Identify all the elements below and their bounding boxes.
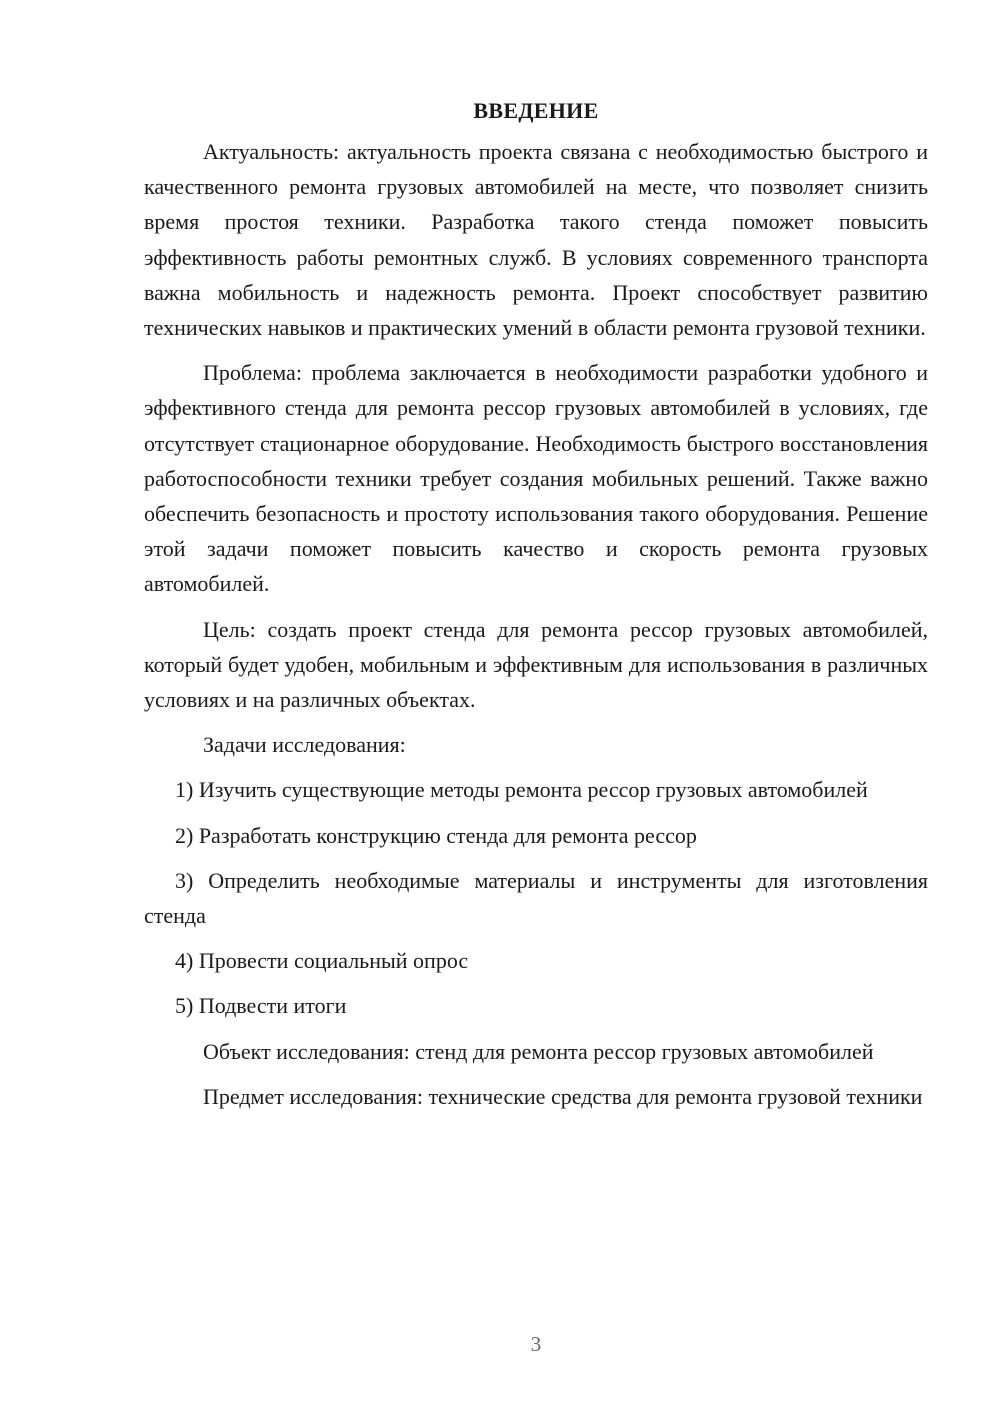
page-number: 3 [530,1332,542,1356]
tasks-heading: Задачи исследования: [203,732,406,758]
paragraph-object: Объект исследования: стенд для ремонта рессор грузовых автомобилей [203,1038,874,1064]
paragraph-subject: Предмет исследования: технические средства для ремонта грузовой техники [203,1083,923,1109]
paragraph-problem: Проблема: проблема заключается в необходимости разработки удобного и эффективного стенда для ремонта рессор грузовых автомобилей в условиях, где отсутствует стационарное оборудование. Необходимость быстрого восстановления работоспособности техники требует создания мобильных решений. Также важно обеспечить безопасность и простоту использования такого оборудования. Решение этой задачи поможет повысить качество и скорость ремонта грузовых автомобилей. [144,360,928,597]
task-item-3: 3) Определить необходимые материалы и инструменты для изготовления стенда [144,867,928,929]
paragraph-goal: Цель: создать проект стенда для ремонта рессор грузовых автомобилей, который будет удобен, мобильным и эффективным для использования в различных условиях и на различных объектах. [144,616,928,713]
page-content [144,96,928,1124]
paragraph-relevance: Актуальность: актуальность проекта связана с необходимостью быстрого и качественного ремонта грузовых автомобилей на месте, что позволяет снизить время простоя техники. Разработка такого стенда поможет повысить эффективность работы ремонтных служб. В условиях современного транспорта важна мобильность и надежность ремонта. Проект способствует развитию технических навыков и практических умений в области ремонта грузовой техники. [144,139,928,341]
task-item-1: 1) Изучить существующие методы ремонта рессор грузовых автомобилей [175,777,868,803]
task-item-5: 5) Подвести итоги [175,993,347,1019]
task-item-2: 2) Разработать конструкцию стенда для ремонта рессор [175,822,697,848]
page-title: ВВЕДЕНИЕ [473,98,599,123]
task-item-4: 4) Провести социальный опрос [175,948,469,974]
